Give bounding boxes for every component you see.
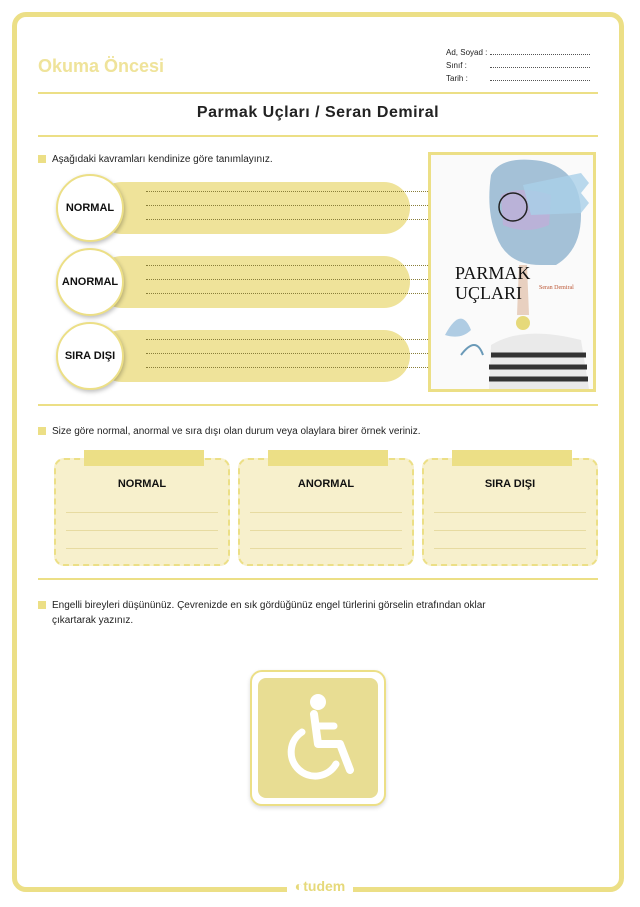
- concept-sira-disi[interactable]: [56, 322, 410, 390]
- tudem-logo-icon: ◐: [294, 878, 304, 894]
- disability-image: [250, 670, 386, 806]
- date-field[interactable]: Tarih :: [446, 72, 590, 85]
- divider: [38, 135, 598, 137]
- tape-decoration: [84, 450, 204, 466]
- book-author: Seran Demiral: [539, 285, 574, 291]
- footer: [0, 878, 640, 897]
- bullet-icon: [38, 601, 46, 609]
- example-card-normal[interactable]: NORMAL: [54, 458, 230, 566]
- concept-normal[interactable]: [56, 174, 410, 242]
- wheelchair-icon: [258, 678, 378, 798]
- divider: [38, 92, 598, 94]
- example-card-anormal[interactable]: ANORMAL: [238, 458, 414, 566]
- student-info: [446, 46, 590, 85]
- tape-decoration: [452, 450, 572, 466]
- tape-decoration: [268, 450, 388, 466]
- name-field[interactable]: Ad, Soyad :: [446, 46, 590, 59]
- concept-anormal[interactable]: [56, 248, 410, 316]
- book-title: PARMAK UÇLARI: [455, 263, 531, 303]
- concept-label: SIRA DIŞI: [56, 322, 124, 390]
- divider: [38, 578, 598, 580]
- concept-label: NORMAL: [56, 174, 124, 242]
- section-title: Okuma Öncesi: [38, 56, 165, 76]
- bullet-icon: [38, 427, 46, 435]
- class-field[interactable]: Sınıf :: [446, 59, 590, 72]
- book-cover: [428, 152, 596, 392]
- page-title: Parmak Uçları / Seran Demiral: [196, 104, 440, 121]
- brand-logo: ◐tudem: [287, 878, 353, 894]
- example-card-sira-disi[interactable]: SIRA DIŞI: [422, 458, 598, 566]
- concept-label: ANORMAL: [56, 248, 124, 316]
- question-1: Aşağıdaki kavramları kendinize göre tanımlayınız.: [38, 154, 273, 165]
- question-2: Size göre normal, anormal ve sıra dışı olan durum veya olaylara birer örnek veriniz.: [38, 426, 421, 437]
- question-3: Engelli bireyleri düşününüz. Çevrenizde en sık gördüğünüz engel türlerini görselin etrafından oklar çıkartarak yazınız.: [38, 598, 486, 628]
- bullet-icon: [38, 155, 46, 163]
- divider: [38, 404, 598, 406]
